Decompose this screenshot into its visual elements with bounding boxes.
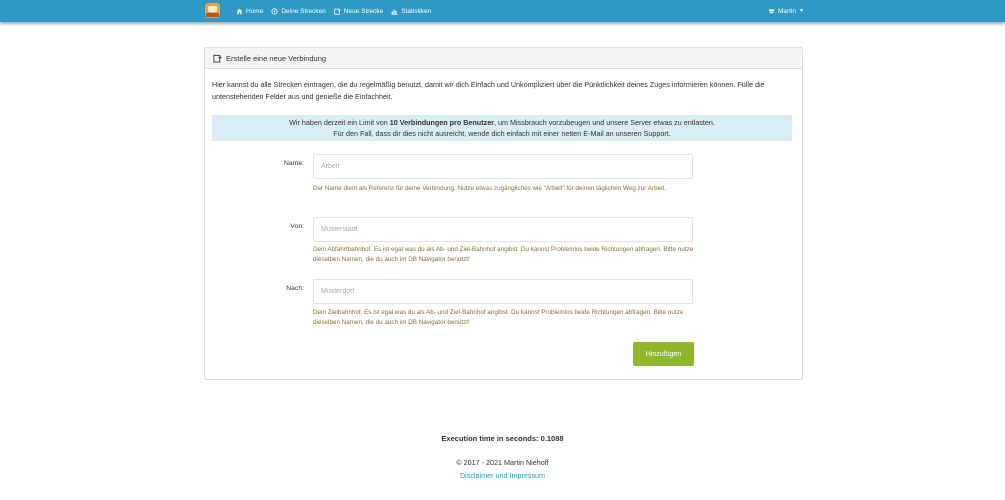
copyright: © 2017 - 2021 Martin Niehoff [456, 458, 549, 467]
nach-help-text: Dein Zielbahnhof. Es ist egal was du als Ab- und Ziel-Bahnhof angibst. Du kannst Problemlos beide Richtungen abfragen. Bitte nutze dieselben Namen, die du auch im DB Navigator benutzt! [313, 309, 684, 326]
nav-item-label: Home [246, 7, 264, 15]
alert-text-bold: 10 Verbindungen pro Benutzer [389, 118, 494, 127]
limit-alert [212, 115, 792, 141]
von-label: Von: [290, 223, 304, 230]
nav-item-label: Deine Strecken [281, 7, 326, 15]
panel-title: Erstelle eine neue Verbindung [226, 53, 327, 63]
panel-heading [205, 48, 802, 69]
add-connection-button[interactable]: Hinzufügen [633, 342, 694, 366]
alert-text-pre: Wir haben derzeit ein Limit von [289, 118, 390, 127]
name-label: Name: [283, 160, 304, 167]
routes-icon [271, 8, 278, 15]
von-help-text: Dein Abfahrtbahnhof. Es ist egal was du als Ab- und Ziel-Bahnhof angibst. Du kannst Problemlos beide Richtungen abfragen. Bitte nutze dieselben Namen, die du auch im DB Navigator benutzt! [313, 246, 694, 263]
nach-label: Nach: [286, 285, 304, 292]
nach-field[interactable] [313, 279, 693, 304]
navbar [0, 0, 1005, 22]
name-help-text: Der Name dient als Referenz für deine Verbindung. Nutze etwas zugängliches wie "Arbeit" für deinen täglichen Weg zur Arbeit. [313, 185, 666, 192]
alert-text-post: , um Missbrauch vorzubeugen und unsere Server etwas zu entlasten. [493, 118, 715, 127]
home-icon [236, 8, 243, 15]
nav-item-neue-strecke[interactable] [334, 8, 383, 15]
stats-icon [391, 8, 398, 15]
new-route-icon [213, 54, 222, 63]
intro-text: Hier kannst du alle Strecken eintragen, die du regelmäßig benutzt, damit wir dich Einfach und Unkompliziert über die Pünktlichkeit deines Zuges informieren können. Fülle die untenstehenden Felder aus und genieße die Einfachheit. [212, 80, 765, 101]
new-route-icon [334, 8, 341, 15]
chevron-down-icon: ▼ [799, 8, 804, 14]
von-field[interactable] [313, 217, 693, 242]
nav-item-statistiken[interactable] [391, 8, 431, 15]
nav-item-label: Statistiken [401, 7, 432, 15]
nav-menu [236, 0, 439, 22]
name-field[interactable] [313, 154, 693, 179]
disclaimer-link[interactable]: Disclaimer und Impressum [459, 471, 546, 480]
nav-item-label: Neue Strecke [343, 7, 384, 15]
user-icon [768, 8, 775, 15]
new-connection-panel [204, 47, 803, 380]
train-logo-icon[interactable] [205, 3, 220, 18]
user-name: Martin [777, 7, 797, 15]
nav-item-deine-strecken[interactable] [271, 8, 325, 15]
execution-time: Execution time in seconds: 0.1088 [441, 434, 564, 443]
alert-text-line2: Für den Fall, dass dir dies nicht ausreicht, wende dich einfach mit einer netten E-Mail an unseren Support. [333, 129, 671, 138]
nav-item-home[interactable] [236, 8, 263, 15]
user-menu[interactable] [768, 0, 804, 22]
